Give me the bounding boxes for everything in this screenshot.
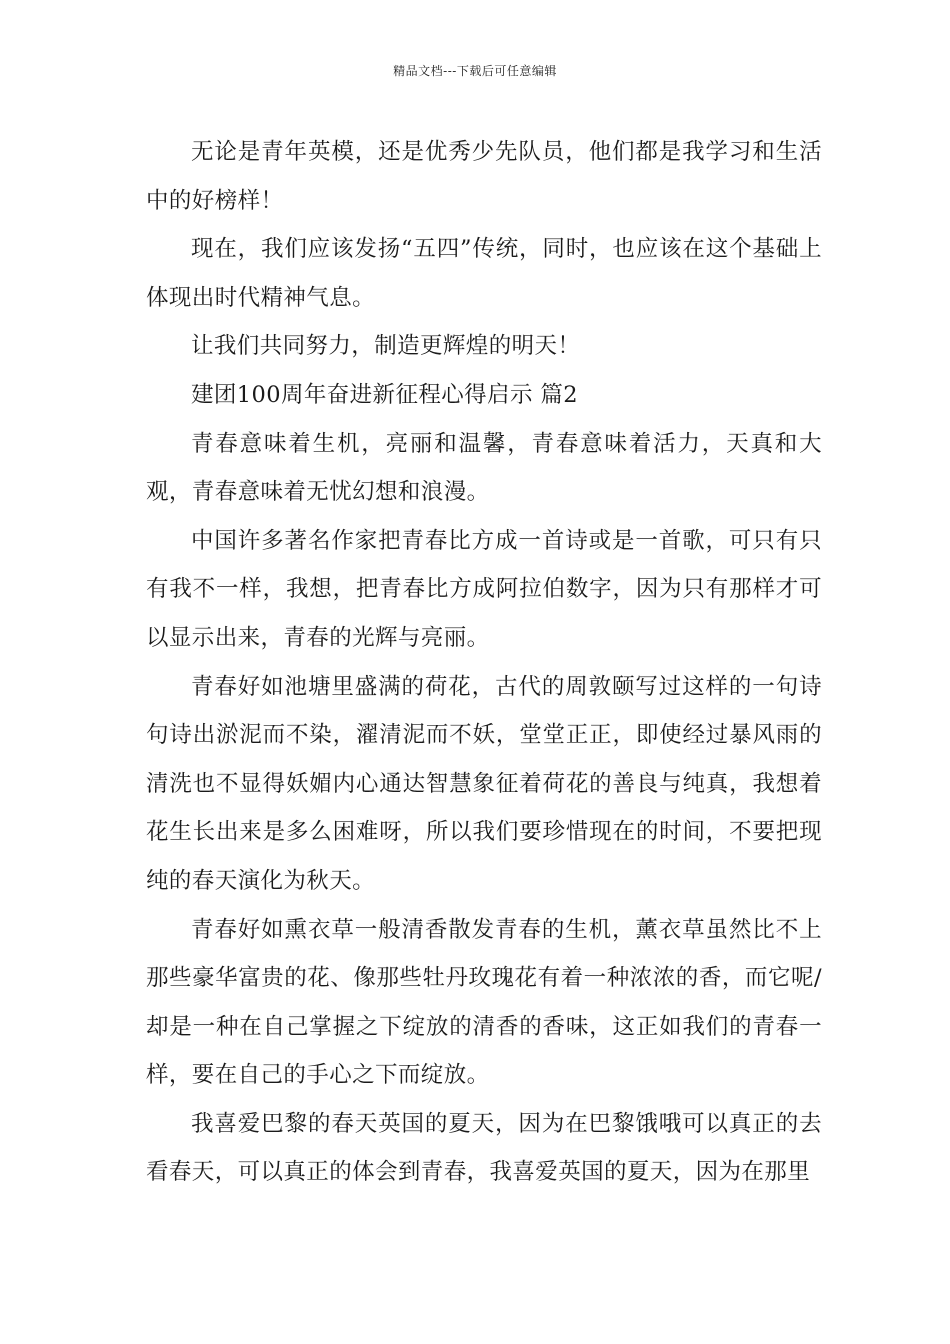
paragraph: 我喜爱巴黎的春天英国的夏天，因为在巴黎饿哦可以真正的去看春天，可以真正的体会到青春，我喜爱英国的夏天，因为在那里 bbox=[146, 1110, 822, 1186]
section-heading: 建团100周年奋进新征程心得启示 篇2 bbox=[191, 381, 579, 408]
paragraph: 现在，我们应该发扬“五四”传统，同时，也应该在这个基础上体现出时代精神气息。 bbox=[146, 236, 822, 311]
paragraph: 让我们共同努力，制造更辉煌的明天！ bbox=[191, 333, 581, 360]
paragraph: 青春意味着生机，亮丽和温馨，青春意味着活力，天真和大观，青春意味着无忧幻想和浪漫。 bbox=[146, 430, 822, 506]
document-body bbox=[146, 128, 822, 1197]
paragraph: 中国许多著名作家把青春比方成一首诗或是一首歌，可只有只有我不一样，我想，把青春比方成阿拉伯数字，因为只有那样才可以显示出来，青春的光辉与亮丽。 bbox=[146, 527, 822, 651]
paragraph: 青春好如熏衣草一般清香散发青春的生机，薰衣草虽然比不上那些豪华富贵的花、像那些牡丹玫瑰花有着一种浓浓的香，而它呢/却是一种在自己掌握之下绽放的清香的香味，这正如我们的青春一样，要在自己的手心之下而绽放。 bbox=[146, 916, 822, 1089]
paragraph: 青春好如池塘里盛满的荷花，古代的周敦颐写过这样的一句诗句诗出淤泥而不染，濯清泥而不妖，堂堂正正，即使经过暴风雨的清洗也不显得妖媚内心通达智慧象征着荷花的善良与纯真，我想着花生长出来是多么困难呀，所以我们要珍惜现在的时间，不要把现纯的春天演化为秋天。 bbox=[146, 673, 822, 894]
page-header: 精品文档---下载后可任意编辑 bbox=[393, 64, 557, 78]
paragraph: 无论是青年英模，还是优秀少先队员，他们都是我学习和生活中的好榜样！ bbox=[146, 139, 822, 214]
